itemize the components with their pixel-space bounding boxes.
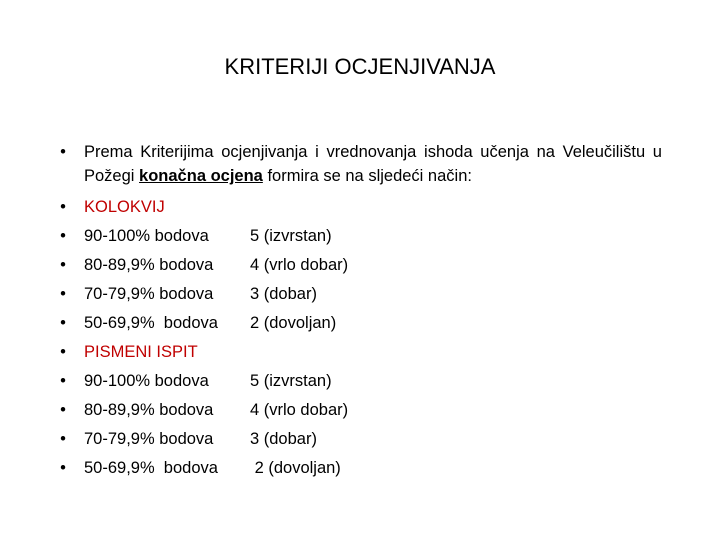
grade-row <box>52 367 662 396</box>
grade-range: 50-69,9% bodova <box>84 459 218 477</box>
criteria-list <box>52 138 662 483</box>
grade-range: 50-69,9% bodova <box>84 314 218 332</box>
intro-part1: Prema Kriterijima ocjenjivanja i vrednovanja ishoda učenja na Veleučilištu u Požegi <box>84 143 662 185</box>
grade-row <box>52 309 662 338</box>
grade-value: 5 (izvrstan) <box>250 372 332 390</box>
bullet-dot-icon: • <box>60 143 66 161</box>
section-heading-kolokvij <box>52 193 662 222</box>
bullet-dot-icon: • <box>60 256 66 274</box>
slide-title: KRITERIJI OCJENJIVANJA <box>224 54 496 79</box>
bullet-dot-icon: • <box>60 343 66 361</box>
intro-text <box>84 138 662 188</box>
grade-row <box>52 280 662 309</box>
grade-value: 5 (izvrstan) <box>250 227 332 245</box>
grade-value: 2 (dovoljan) <box>250 459 341 477</box>
grade-row <box>52 454 662 483</box>
bullet-dot-icon: • <box>60 372 66 390</box>
grade-row <box>52 251 662 280</box>
grade-range: 90-100% bodova <box>84 227 209 245</box>
grade-range: 70-79,9% bodova <box>84 430 214 448</box>
grade-value: 2 (dovoljan) <box>250 314 337 332</box>
bullet-dot-icon: • <box>60 459 66 477</box>
bullet-dot-icon: • <box>60 430 66 448</box>
grade-value: 4 (vrlo dobar) <box>250 401 349 419</box>
grade-row <box>52 396 662 425</box>
intro-part2: formira se na sljedeći način: <box>262 167 472 185</box>
section-heading-pismeni-ispit <box>52 338 662 367</box>
grade-row <box>52 222 662 251</box>
bullet-dot-icon: • <box>60 198 66 216</box>
bullet-dot-icon: • <box>60 314 66 332</box>
grade-value: 3 (dobar) <box>250 285 317 303</box>
bullet-dot-icon: • <box>60 227 66 245</box>
intro-emphasis: konačna ocjena <box>139 167 263 185</box>
section-heading-label: KOLOKVIJ <box>84 198 165 216</box>
grade-value: 3 (dobar) <box>250 430 317 448</box>
bullet-dot-icon: • <box>60 285 66 303</box>
grade-range: 80-89,9% bodova <box>84 401 214 419</box>
grade-range: 90-100% bodova <box>84 372 209 390</box>
grade-range: 80-89,9% bodova <box>84 256 214 274</box>
intro-item <box>52 138 662 188</box>
section-heading-label: PISMENI ISPIT <box>84 343 198 361</box>
bullet-dot-icon: • <box>60 401 66 419</box>
grade-row <box>52 425 662 454</box>
grade-range: 70-79,9% bodova <box>84 285 214 303</box>
grade-value: 4 (vrlo dobar) <box>250 256 349 274</box>
